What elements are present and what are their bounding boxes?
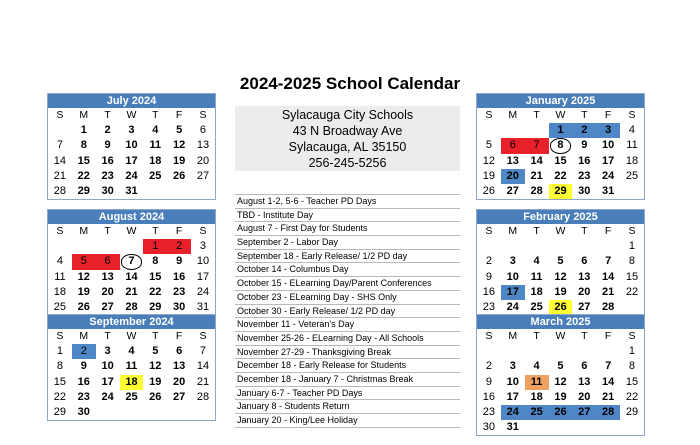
calendar-day: 29 (77, 184, 90, 197)
calendar-day: 12 (482, 154, 496, 167)
calendar-day: 28 (53, 184, 67, 197)
day-of-week-header: S (56, 109, 64, 121)
calendar-day: 12 (173, 139, 186, 152)
day-of-week-header: S (56, 330, 64, 342)
calendar-day: 21 (602, 285, 615, 298)
calendar-day: 3 (199, 240, 207, 253)
calendar-day: 5 (557, 360, 564, 373)
calendar-day: 12 (554, 270, 567, 283)
calendar-day: 25 (625, 169, 639, 182)
calendar-day: 27 (196, 169, 210, 182)
day-of-week-header: T (581, 109, 588, 121)
calendar-day: 8 (56, 360, 63, 373)
calendar-day: 31 (125, 184, 138, 197)
event-row: November 27-29 - Thanksgiving Break (235, 346, 460, 360)
calendar-day: 2 (485, 360, 492, 373)
day-of-week-header: S (628, 225, 636, 237)
day-of-week-header: T (104, 109, 111, 121)
day-of-week-header: S (199, 330, 207, 342)
calendar-day: 15 (625, 270, 639, 283)
calendar-day: 15 (554, 154, 567, 167)
calendar-day: 16 (578, 154, 591, 167)
empty-day-cell (525, 123, 549, 138)
calendar-day: 12 (77, 270, 90, 283)
calendar-day: 27 (578, 300, 591, 313)
calendar-day: 28 (602, 300, 615, 313)
empty-day-cell (501, 239, 525, 254)
event-row: October 30 - Early Release/ 1/2 PD day (235, 305, 460, 319)
calendar-day: 23 (173, 285, 186, 298)
day-of-week-header: T (533, 109, 540, 121)
event-row: October 14 - Columbus Day (235, 263, 460, 277)
calendar-day: 19 (554, 390, 567, 403)
day-of-week-header: W (126, 225, 137, 237)
calendar-day: 16 (77, 375, 90, 388)
empty-day-cell (525, 344, 549, 359)
calendar-day: 23 (482, 300, 496, 313)
calendar-day: 8 (152, 255, 159, 268)
day-of-week-header: M (508, 330, 518, 342)
day-of-week-header: W (555, 109, 566, 121)
calendar-day: 17 (196, 270, 210, 283)
empty-day-cell (549, 344, 573, 359)
calendar-day: 4 (128, 345, 135, 358)
calendar-day: 15 (53, 375, 67, 388)
calendar-day: 18 (149, 154, 162, 167)
calendar-day: 9 (485, 375, 492, 388)
calendar-day: 22 (625, 285, 639, 298)
day-of-week-header: M (79, 225, 89, 237)
calendar-day: 26 (549, 300, 573, 315)
calendar-day: 18 (120, 375, 144, 390)
calendar-day: 17 (506, 390, 519, 403)
month-header: March 2025 (477, 315, 644, 329)
empty-day-cell (572, 239, 596, 254)
calendar-day: 5 (485, 139, 492, 152)
calendar-day: 21 (53, 169, 67, 182)
day-of-week-header: S (56, 225, 64, 237)
day-of-week-header: S (199, 109, 207, 121)
day-of-week-header: M (508, 109, 518, 121)
event-row: December 18 - Early Release for Students (235, 359, 460, 373)
day-of-week-header: F (175, 330, 183, 342)
day-of-week-header: T (104, 330, 111, 342)
calendar-day: 20 (578, 285, 591, 298)
school-name: Sylacauga City Schools (281, 108, 414, 122)
event-row: November 25-26 - ELearning Day - All Schools (235, 332, 460, 346)
calendar-day: 13 (578, 375, 591, 388)
calendar-day: 4 (152, 124, 159, 137)
calendar-day: 19 (77, 285, 90, 298)
calendar-day: 20 (101, 285, 114, 298)
empty-day-cell (549, 239, 573, 254)
day-of-week-header: T (581, 225, 588, 237)
calendar-day: 13 (173, 360, 186, 373)
calendar-day: 14 (196, 360, 210, 373)
page-title: 2024-2025 School Calendar (239, 74, 461, 93)
calendar-day: 28 (125, 300, 138, 313)
calendar-day: 21 (196, 375, 210, 388)
calendar-day: 4 (56, 255, 63, 268)
calendar-day: 30 (482, 421, 496, 434)
calendar-day: 17 (501, 285, 525, 300)
empty-day-cell (48, 123, 72, 138)
empty-day-cell (96, 239, 120, 254)
calendar-day: 20 (173, 375, 186, 388)
day-of-week-header: M (79, 109, 89, 121)
calendar-day: 24 (501, 405, 525, 420)
calendar-day: 28 (196, 390, 210, 403)
calendar-day: 19 (173, 154, 186, 167)
calendar-day: 18 (53, 285, 67, 298)
calendar-day: 31 (602, 184, 615, 197)
calendar-day: 15 (77, 154, 90, 167)
empty-day-cell (596, 344, 620, 359)
calendar-day: 16 (482, 390, 496, 403)
calendar-day: 24 (506, 300, 519, 313)
calendar-day: 26 (149, 390, 162, 403)
calendar-march-2025 (476, 314, 645, 436)
calendar-day: 19 (482, 169, 496, 182)
event-row: September 2 - Labor Day (235, 236, 460, 250)
calendar-day: 3 (128, 124, 135, 137)
day-of-week-header: T (533, 330, 540, 342)
day-of-week-header: W (126, 330, 137, 342)
calendar-day: 13 (506, 154, 519, 167)
event-row: TBD - Institute Day (235, 209, 460, 223)
event-row: November 11 - Veteran's Day (235, 318, 460, 332)
calendar-day: 7 (605, 255, 612, 268)
calendar-day: 4 (533, 360, 540, 373)
calendar-day: 7 (199, 345, 207, 358)
calendar-day: 18 (530, 285, 543, 298)
calendar-day: 22 (149, 285, 162, 298)
day-of-week-header: F (604, 225, 612, 237)
day-of-week-header: S (628, 330, 636, 342)
calendar-day: 1 (549, 123, 573, 138)
calendar-day: 10 (125, 139, 138, 152)
calendar-day: 6 (96, 254, 120, 269)
calendar-day: 28 (596, 405, 620, 420)
calendar-day: 10 (506, 375, 519, 388)
month-header: September 2024 (48, 315, 215, 329)
school-phone: 256-245-5256 (308, 156, 387, 170)
calendar-day: 16 (173, 270, 186, 283)
calendar-day: 7 (120, 254, 144, 269)
calendar-day: 14 (602, 375, 615, 388)
calendar-day: 29 (149, 300, 162, 313)
calendar-september-2024 (47, 314, 216, 421)
school-city: Sylacauga, AL 35150 (288, 140, 407, 154)
calendar-day: 2 (72, 344, 96, 359)
calendar-day: 30 (77, 405, 90, 418)
calendar-day: 4 (533, 255, 540, 268)
school-street: 43 N Broadway Ave (292, 124, 403, 138)
day-of-week-header: W (555, 330, 566, 342)
event-row: January 20 - King/Lee Holiday (235, 414, 460, 428)
calendar-day: 11 (149, 139, 162, 152)
calendar-day: 5 (72, 254, 96, 269)
event-row: December 18 - January 7 - Christmas Break (235, 373, 460, 387)
calendar-day: 27 (506, 184, 519, 197)
day-of-week-header: T (152, 330, 159, 342)
calendar-day: 16 (482, 285, 496, 298)
calendar-day: 20 (196, 154, 210, 167)
event-row: August 1-2, 5-6 - Teacher PD Days (235, 194, 460, 209)
empty-day-cell (120, 239, 144, 254)
day-of-week-header: T (533, 225, 540, 237)
empty-day-cell (596, 239, 620, 254)
day-of-week-header: W (126, 109, 137, 121)
calendar-day: 10 (101, 360, 114, 373)
empty-day-cell (72, 239, 96, 254)
calendar-day: 13 (196, 139, 210, 152)
calendar-august-2024 (47, 209, 216, 316)
empty-day-cell (525, 239, 549, 254)
calendar-day: 22 (77, 169, 90, 182)
empty-day-cell (501, 344, 525, 359)
day-of-week-header: T (104, 225, 111, 237)
calendar-day: 17 (125, 154, 138, 167)
calendar-day: 14 (602, 270, 615, 283)
calendar-day: 11 (525, 375, 549, 390)
calendar-day: 9 (581, 139, 588, 152)
calendar-day: 11 (54, 270, 66, 283)
calendar-day: 26 (77, 300, 90, 313)
calendar-day: 30 (578, 184, 591, 197)
day-of-week-header: M (508, 225, 518, 237)
calendar-day: 24 (101, 390, 114, 403)
calendar-day: 26 (482, 184, 496, 197)
calendar-day: 26 (173, 169, 186, 182)
calendar-day: 20 (578, 390, 591, 403)
calendar-day: 6 (581, 255, 588, 268)
calendar-day: 30 (101, 184, 114, 197)
calendar-day: 9 (80, 360, 87, 373)
day-of-week-header: W (555, 225, 566, 237)
calendar-day: 21 (125, 285, 138, 298)
calendar-day: 1 (628, 345, 636, 358)
calendar-day: 29 (53, 405, 67, 418)
calendar-day: 1 (143, 239, 167, 254)
calendar-day: 9 (176, 255, 183, 268)
calendar-day: 27 (173, 390, 186, 403)
calendar-day: 31 (506, 421, 519, 434)
day-of-week-header: M (79, 330, 89, 342)
calendar-day: 29 (625, 405, 639, 418)
calendar-day: 14 (125, 270, 138, 283)
calendar-day: 23 (482, 405, 496, 418)
day-of-week-header: F (604, 109, 612, 121)
event-row: January 8 - Students Return (235, 400, 460, 414)
calendar-day: 10 (602, 139, 615, 152)
calendar-day: 26 (549, 405, 573, 420)
calendar-day: 6 (176, 345, 183, 358)
event-row: September 18 - Early Release/ 1/2 PD day (235, 250, 460, 264)
calendar-july-2024 (47, 93, 216, 200)
calendar-day: 2 (167, 239, 191, 254)
empty-day-cell (477, 123, 501, 138)
calendar-day: 10 (196, 255, 210, 268)
calendar-day: 3 (509, 360, 516, 373)
calendar-day: 4 (628, 124, 636, 137)
calendar-day: 8 (628, 255, 636, 268)
month-header: August 2024 (48, 210, 215, 224)
calendar-day: 27 (572, 405, 596, 420)
calendar-day: 16 (101, 154, 114, 167)
calendar-day: 21 (530, 169, 543, 182)
event-row: October 23 - ELearning Day - SHS Only (235, 291, 460, 305)
calendar-day: 2 (572, 123, 596, 138)
events-list (235, 194, 460, 428)
calendar-day: 17 (602, 154, 615, 167)
calendar-day: 5 (557, 255, 564, 268)
calendar-day: 3 (509, 255, 516, 268)
calendar-day: 2 (485, 255, 492, 268)
calendar-day: 22 (554, 169, 567, 182)
day-of-week-header: S (628, 109, 636, 121)
event-row: January 6-7 - Teacher PD Days (235, 387, 460, 401)
day-of-week-header: S (485, 330, 493, 342)
month-header: July 2024 (48, 94, 215, 108)
calendar-day: 22 (53, 390, 67, 403)
calendar-day: 13 (101, 270, 114, 283)
calendar-day: 7 (605, 360, 612, 373)
calendar-day: 3 (596, 123, 620, 138)
calendar-day: 3 (104, 345, 111, 358)
month-header: February 2025 (477, 210, 644, 224)
day-of-week-header: S (199, 225, 207, 237)
calendar-day: 18 (530, 390, 543, 403)
calendar-day: 27 (101, 300, 114, 313)
calendar-day: 25 (525, 405, 549, 420)
calendar-day: 11 (125, 360, 138, 373)
calendar-day: 21 (602, 390, 615, 403)
calendar-day: 6 (581, 360, 588, 373)
calendar-day: 11 (626, 139, 638, 152)
calendar-day: 15 (625, 375, 639, 388)
calendar-day: 20 (501, 169, 525, 184)
calendar-day: 12 (149, 360, 162, 373)
calendar-day: 7 (525, 138, 549, 153)
day-of-week-header: T (152, 225, 159, 237)
calendar-day: 6 (199, 124, 207, 137)
calendar-day: 10 (506, 270, 519, 283)
calendar-day: 25 (530, 300, 543, 313)
empty-day-cell (48, 239, 72, 254)
calendar-day: 5 (176, 124, 183, 137)
calendar-day: 1 (80, 124, 87, 137)
day-of-week-header: F (175, 225, 183, 237)
day-of-week-header: F (604, 330, 612, 342)
calendar-day: 5 (152, 345, 159, 358)
calendar-day: 31 (196, 300, 210, 313)
calendar-day: 7 (56, 139, 63, 152)
calendar-day: 23 (101, 169, 114, 182)
calendar-day: 8 (628, 360, 636, 373)
calendar-day: 2 (104, 124, 111, 137)
calendar-day: 30 (173, 300, 186, 313)
calendar-day: 25 (53, 300, 67, 313)
calendar-day: 19 (554, 285, 567, 298)
calendar-day: 23 (77, 390, 90, 403)
calendar-day: 23 (578, 169, 591, 182)
calendar-day: 19 (149, 375, 162, 388)
calendar-day: 17 (101, 375, 114, 388)
calendar-day: 25 (149, 169, 162, 182)
calendar-day: 24 (196, 285, 210, 298)
calendar-day: 9 (104, 139, 111, 152)
school-address-box (235, 106, 460, 171)
calendar-day: 13 (578, 270, 591, 283)
calendar-day: 8 (80, 139, 87, 152)
calendar-day: 9 (485, 270, 492, 283)
calendar-day: 14 (53, 154, 67, 167)
calendar-february-2025 (476, 209, 645, 316)
calendar-day: 1 (628, 240, 636, 253)
day-of-week-header: S (485, 109, 493, 121)
calendar-day: 1 (56, 345, 63, 358)
day-of-week-header: F (175, 109, 183, 121)
calendar-day: 18 (625, 154, 639, 167)
calendar-day: 24 (125, 169, 138, 182)
calendar-day: 22 (625, 390, 639, 403)
day-of-week-header: S (485, 225, 493, 237)
calendar-day: 14 (530, 154, 543, 167)
calendar-day: 15 (149, 270, 162, 283)
calendar-day: 6 (501, 138, 525, 153)
calendar-day: 28 (530, 184, 543, 197)
empty-day-cell (572, 344, 596, 359)
calendar-january-2025 (476, 93, 645, 200)
event-row: October 15 - ELearning Day/Parent Conferences (235, 277, 460, 291)
calendar-day: 8 (549, 138, 573, 153)
day-of-week-header: T (152, 109, 159, 121)
calendar-day: 29 (549, 184, 573, 199)
calendar-day: 12 (554, 375, 567, 388)
day-of-week-header: T (581, 330, 588, 342)
calendar-day: 25 (125, 390, 138, 403)
calendar-day: 11 (530, 270, 543, 283)
empty-day-cell (501, 123, 525, 138)
month-header: January 2025 (477, 94, 644, 108)
calendar-day: 24 (602, 169, 615, 182)
event-row: August 7 - First Day for Students (235, 222, 460, 236)
empty-day-cell (477, 239, 501, 254)
empty-day-cell (477, 344, 501, 359)
